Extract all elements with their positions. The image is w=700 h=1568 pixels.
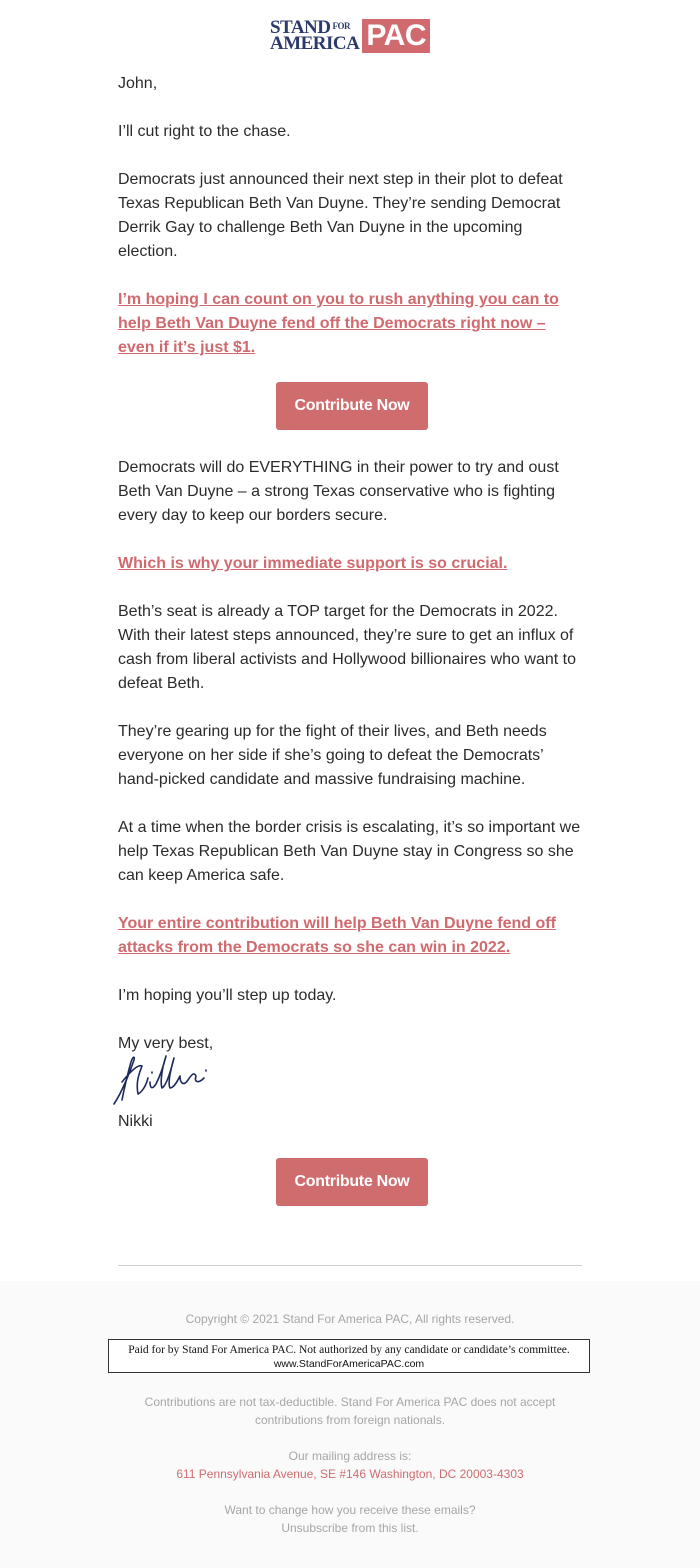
paid-for-text: Paid for by Stand For America PAC. Not authorized by any candidate or candidate’s committee.: [128, 1344, 570, 1356]
logo-word-for: FOR: [332, 21, 350, 31]
contribute-now-button-bottom[interactable]: Contribute Now: [276, 1158, 428, 1206]
email-body: [118, 72, 586, 1232]
mailing-address-label: Our mailing address is:: [288, 1449, 412, 1463]
donate-link-3[interactable]: Your entire contribution will help Beth Van Duyne fend off attacks from the Democrats so she can win in 2022.: [118, 915, 556, 956]
closing: My very best,: [118, 1035, 214, 1052]
unsubscribe-link[interactable]: Unsubscribe from this list.: [281, 1521, 419, 1535]
button-row-2: [118, 1158, 586, 1206]
copyright-notice: Copyright © 2021 Stand For America PAC, All rights reserved.: [185, 1312, 515, 1326]
greeting: John,: [118, 75, 158, 92]
paragraph-border: At a time when the border crisis is escalating, it’s so important we help Texas Republican Beth Van Duyne stay in Congress so she can keep America safe.: [118, 819, 581, 884]
signature-image: [108, 1042, 586, 1112]
logo-word-america: AMERICA: [269, 33, 360, 54]
signature-graphic: [108, 1042, 218, 1112]
mailing-address: 611 Pennsylvania Avenue, SE #146 Washington, DC 20003-4303: [176, 1467, 524, 1481]
footer-divider: [118, 1265, 582, 1266]
button-row-1: [118, 382, 586, 430]
paragraph-target: Beth’s seat is already a TOP target for the Democrats in 2022. With their latest steps announced, they’re sure to get an influx of cash from liberal activists and Hollywood billionaires who want to defeat Beth.: [118, 603, 576, 692]
contribute-now-button[interactable]: Contribute Now: [276, 382, 428, 430]
paragraph-announcement: Democrats just announced their next step in their plot to defeat Texas Republican Beth Van Duyne. They’re sending Democrat Derrik Gay to challenge Beth Van Duyne in the upcoming election.: [118, 171, 563, 260]
logo-pac-badge: PAC: [362, 19, 430, 53]
logo-wordmark: [269, 17, 360, 54]
paragraph-oust: Democrats will do EVERYTHING in their power to try and oust Beth Van Duyne – a strong Texas conservative who is fighting every day to keep our borders secure.: [118, 459, 559, 524]
header-logo: [0, 16, 700, 56]
website-text: www.StandForAmericaPAC.com: [273, 1358, 425, 1370]
donate-link-2[interactable]: Which is why your immediate support is so crucial.: [118, 555, 508, 572]
donate-link-1[interactable]: I’m hoping I can count on you to rush anything you can to help Beth Van Duyne fend off the Democrats right now – even if it’s just $1.: [118, 291, 559, 356]
paragraph-step-up: I’m hoping you’ll step up today.: [118, 987, 337, 1004]
tax-notice: Contributions are not tax-deductible. Stand For America PAC does not accept contributions from foreign nationals.: [144, 1395, 556, 1427]
logo-word-stand: STAND: [269, 17, 331, 38]
paragraph-intro: I’ll cut right to the chase.: [118, 123, 291, 140]
paid-for-disclaimer: [108, 1339, 590, 1373]
footer: [0, 1281, 700, 1568]
preferences-prompt: Want to change how you receive these emails?: [224, 1503, 476, 1517]
logo-lockup: [270, 16, 430, 56]
paragraph-fight: They’re gearing up for the fight of their lives, and Beth needs everyone on her side if she’s going to defeat the Democrats’ hand-picked candidate and massive fundraising machine.: [118, 723, 547, 788]
signature-name: Nikki: [118, 1113, 153, 1130]
